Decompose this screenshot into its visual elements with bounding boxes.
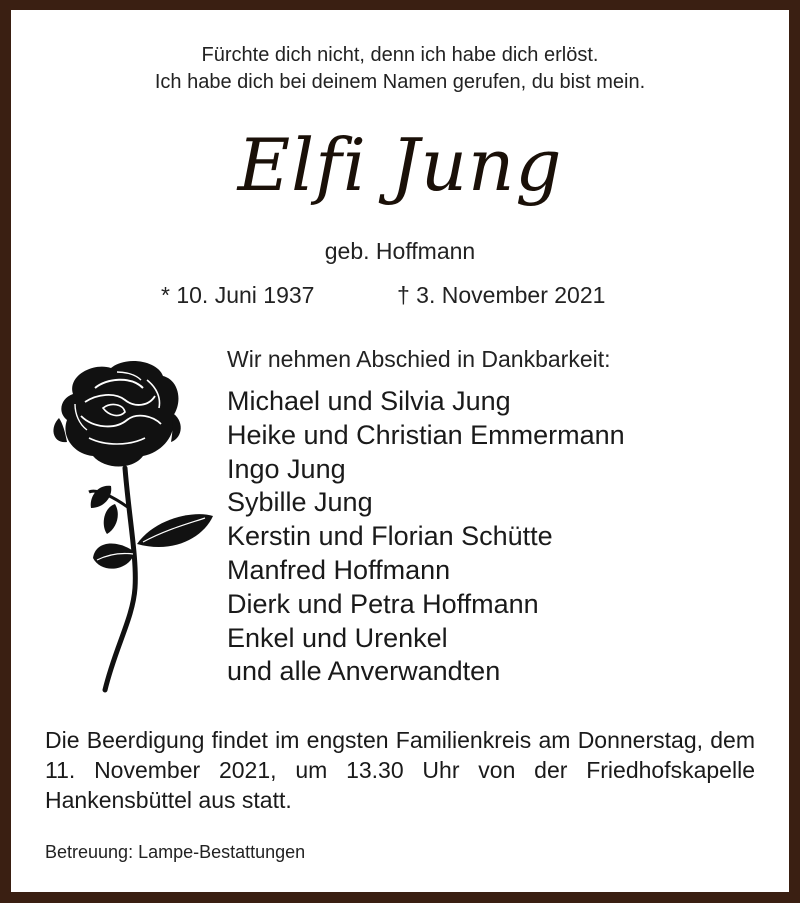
birth-name: geb. Hoffmann <box>324 238 476 264</box>
birth-date: * 10. Juni 1937 <box>161 282 315 308</box>
list-item: Enkel und Urenkel <box>227 622 448 653</box>
verse-line-1: Fürchte dich nicht, denn ich habe dich erlöst. <box>201 44 599 66</box>
list-item: Manfred Hoffmann <box>227 554 451 585</box>
list-item: Heike und Christian Emmermann <box>227 419 625 450</box>
mourning-intro: Wir nehmen Abschied in Dankbarkeit: <box>227 346 611 372</box>
verse-line-2: Ich habe dich bei deinem Namen gerufen, du bist mein. <box>154 71 646 93</box>
death-date: † 3. November 2021 <box>397 282 606 308</box>
list-item: Sybille Jung <box>227 487 373 518</box>
list-item: Dierk und Petra Hoffmann <box>227 588 539 619</box>
funeral-home: Betreuung: Lampe-Bestattungen <box>45 842 306 862</box>
list-item: Ingo Jung <box>227 453 346 484</box>
rose-icon <box>45 358 215 698</box>
obituary-notice <box>11 10 789 892</box>
list-item: und alle Anverwandten <box>227 656 501 687</box>
list-item: Kerstin und Florian Schütte <box>227 521 553 552</box>
deceased-name: Elfi Jung <box>237 123 563 207</box>
funeral-info: Die Beerdigung findet im engsten Familienkreis am Donnerstag, dem 11. November 2021, um 13.30 Uhr von der Friedhofskapelle Hankensbüttel aus statt. <box>45 727 755 813</box>
mourners-list <box>227 385 625 689</box>
list-item: Michael und Silvia Jung <box>227 386 511 416</box>
bible-verse <box>11 42 789 96</box>
